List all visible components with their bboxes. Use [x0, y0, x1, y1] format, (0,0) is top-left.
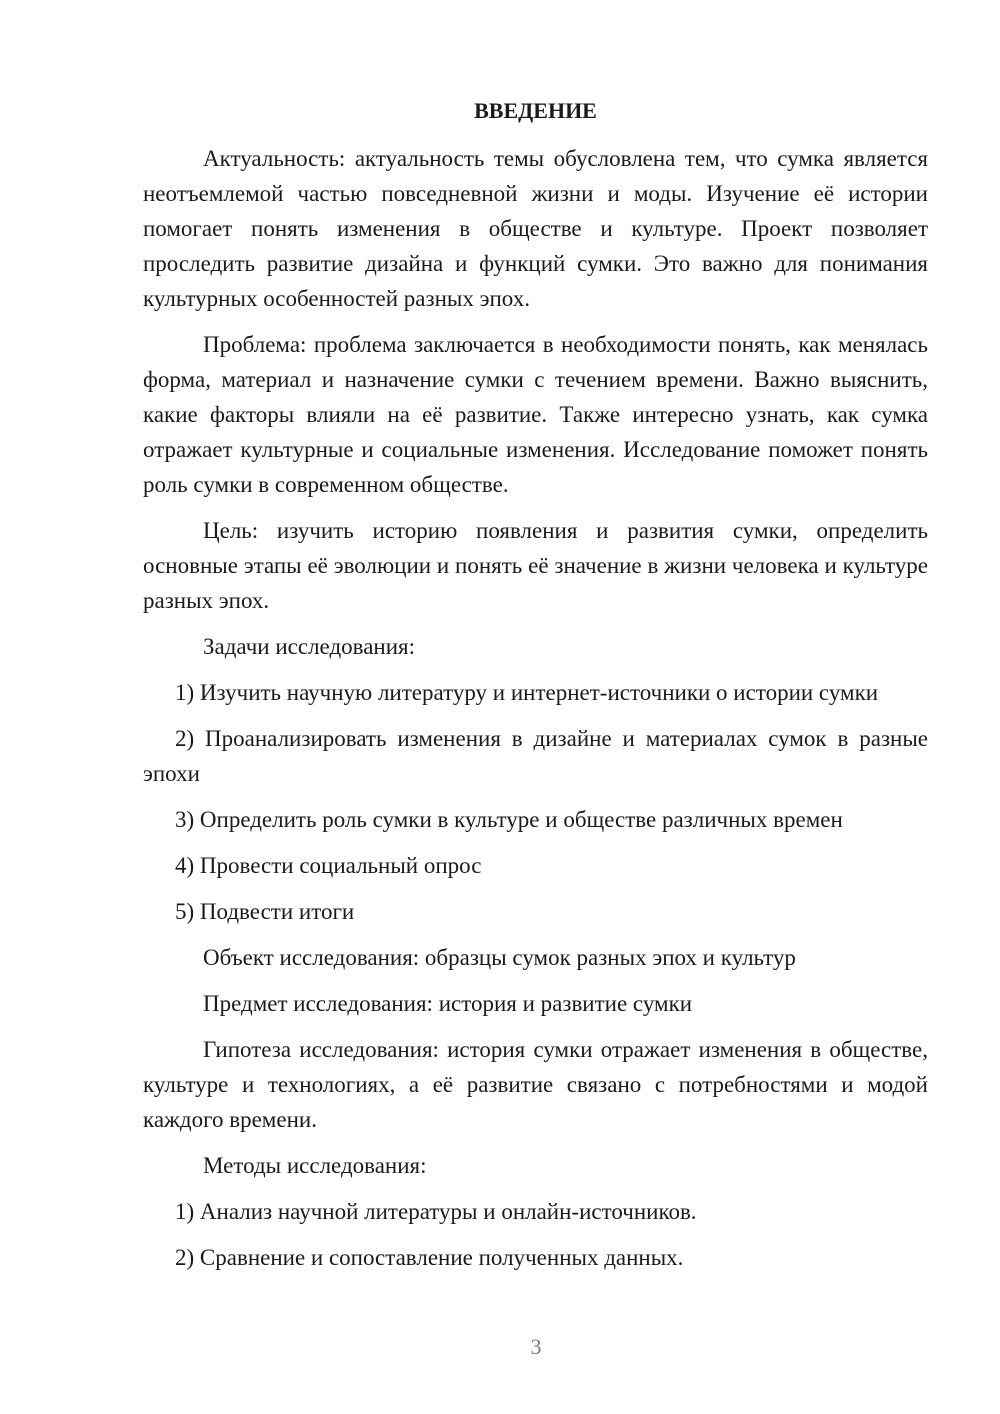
page-number: 3 [530, 1334, 542, 1359]
list-item: 2) Проанализировать изменения в дизайне и материалах сумок в разные эпохи [143, 726, 928, 786]
paragraph-problem: Проблема: проблема заключается в необходимости понять, как менялась форма, материал и назначение сумки с течением времени. Важно выяснить, какие факторы влияли на её развитие. Также интересно узнать, как сумка отражает культурные и социальные изменения. Исследование поможет понять роль сумки в современном обществе. [143, 332, 928, 497]
list-item: 4) Провести социальный опрос [175, 853, 482, 878]
list-item: 1) Анализ научной литературы и онлайн-источников. [175, 1199, 697, 1224]
list-item: 2) Сравнение и сопоставление полученных данных. [175, 1245, 684, 1270]
paragraph-object: Объект исследования: образцы сумок разных эпох и культур [203, 945, 796, 970]
section-title: ВВЕДЕНИЕ [474, 98, 597, 123]
paragraph-goal: Цель: изучить историю появления и развития сумки, определить основные этапы её эволюции и понять её значение в жизни человека и культуре разных эпох. [143, 518, 928, 613]
paragraph-relevance: Актуальность: актуальность темы обусловлена тем, что сумка является неотъемлемой частью повседневной жизни и моды. Изучение её истории помогает понять изменения в обществе и культуре. Проект позволяет проследить развитие дизайна и функций сумки. Это важно для понимания культурных особенностей разных эпох. [143, 146, 928, 311]
tasks-list [143, 675, 928, 929]
methods-list [143, 1194, 928, 1275]
list-item: 1) Изучить научную литературу и интернет-источники о истории сумки [175, 680, 879, 705]
page-content [143, 96, 928, 1286]
paragraph-hypothesis: Гипотеза исследования: история сумки отражает изменения в обществе, культуре и технологиях, а её развитие связано с потребностями и модой каждого времени. [143, 1037, 928, 1132]
methods-heading: Методы исследования: [203, 1153, 427, 1178]
tasks-heading: Задачи исследования: [203, 634, 416, 659]
list-item: 3) Определить роль сумки в культуре и обществе различных времен [175, 807, 843, 832]
paragraph-subject: Предмет исследования: история и развитие сумки [203, 991, 693, 1016]
list-item: 5) Подвести итоги [175, 899, 355, 924]
